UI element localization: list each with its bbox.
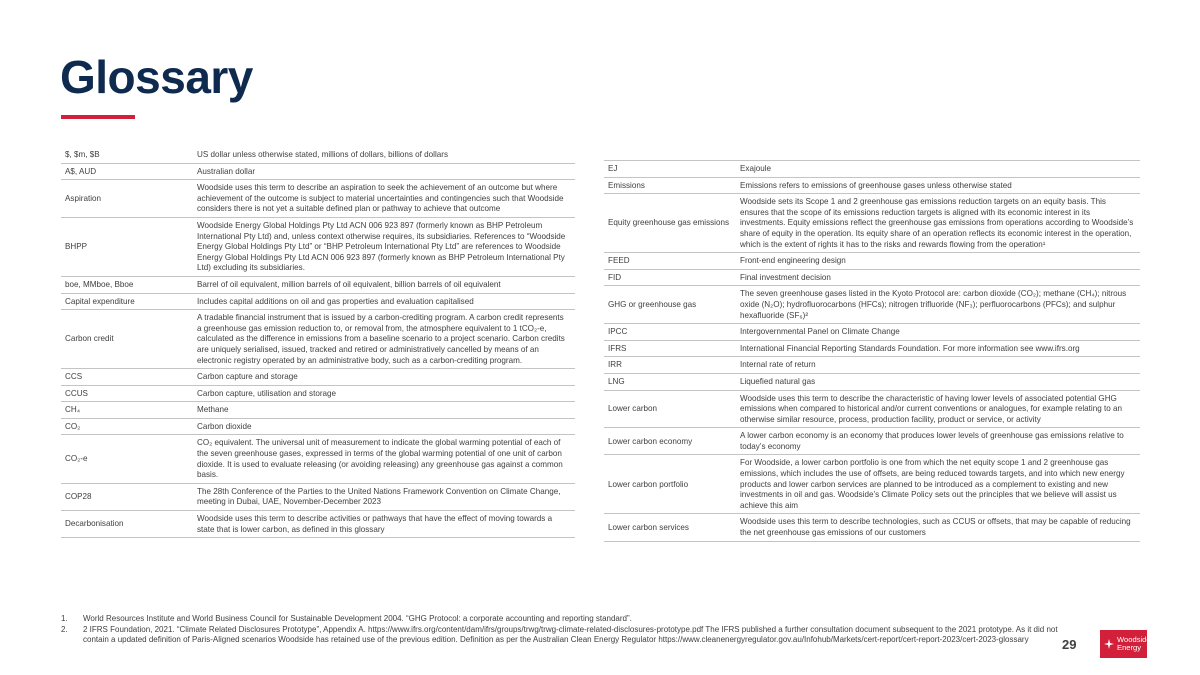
glossary-definition: Woodside uses this term to describe the characteristic of having lower levels of associated potential GHG emissions when compared to historical and/or current conventions or analogues, for example relating to an otherwise similar resource, process, production facility, product or service, or activity bbox=[740, 390, 1140, 428]
glossary-row bbox=[61, 511, 575, 538]
glossary-definition: A lower carbon economy is an economy that produces lower levels of greenhouse gas emissions relative to today’s economy bbox=[740, 428, 1140, 455]
glossary-term: FID bbox=[604, 269, 740, 286]
glossary-row bbox=[61, 369, 575, 386]
glossary-row bbox=[61, 293, 575, 310]
footnote-text: 2 IFRS Foundation, 2021. “Climate Related Disclosures Prototype”, Appendix A. https://www.ifrs.org/content/dam/ifrs/groups/trwg/trwg-climate-related-disclosures-prototype.pdf The IFRS published a further consultation document subsequent to the 2021 prototype. As it did not contain a updated definition of Paris-Aligned scenarios Woodside has retained use of the previous edition. Definition as per the Australian Clean Energy Regulator https://www.cleanenergyregulator.gov.au/Infohub/Markets/cert-report/cert-report-2023/cert-2023-glossary bbox=[83, 624, 1058, 645]
glossary-row bbox=[61, 276, 575, 293]
glossary-term: FEED bbox=[604, 253, 740, 270]
glossary-row bbox=[61, 418, 575, 435]
glossary-definition: Liquefied natural gas bbox=[740, 373, 1140, 390]
glossary-definition: For Woodside, a lower carbon portfolio is one from which the net equity scope 1 and 2 greenhouse gas emissions, which includes the use of offsets, are being reduced towards targets, and into which new energy products and lower carbon services are planned to be introduced as a complement to existing and new investments in oil and gas. Woodside’s Climate Policy sets out the principles that we believe will assist us achieve this aim bbox=[740, 455, 1140, 514]
glossary-definition: Woodside Energy Global Holdings Pty Ltd ACN 006 923 897 (formerly known as BHP Petroleum International Pty Ltd) and, unless context otherwise requires, its subsidiaries. References to “Woodside Energy Global Holdings Pty Ltd” or “BHP Petroleum International Pty Ltd” are references to Woodside Energy Global Holdings Pty Ltd ACN 006 923 897 (formerly known as BHP Petroleum International Pty Ltd) excluding its subsidiaries. bbox=[197, 217, 575, 276]
glossary-definition: Internal rate of return bbox=[740, 357, 1140, 374]
glossary-row bbox=[61, 402, 575, 419]
glossary-definition: Emissions refers to emissions of greenhouse gases unless otherwise stated bbox=[740, 177, 1140, 194]
glossary-row bbox=[61, 217, 575, 276]
logo-text-line2: Energy bbox=[1117, 643, 1142, 652]
glossary-definition: Australian dollar bbox=[197, 163, 575, 180]
glossary-row bbox=[604, 286, 1140, 324]
glossary-term: IFRS bbox=[604, 340, 740, 357]
glossary-row bbox=[61, 147, 575, 163]
glossary-term: Lower carbon bbox=[604, 390, 740, 428]
page-title: Glossary bbox=[60, 51, 253, 103]
title-accent-bar bbox=[61, 115, 135, 119]
glossary-definition: The seven greenhouse gases listed in the Kyoto Protocol are: carbon dioxide (CO₂); methane (CH₄); nitrous oxide (N₂O); hydrofluorocarbons (HFCs); nitrogen trifluoride (NF₃); perfluorocarbons (PFCs); and sulphur hexafluoride (SF₆)² bbox=[740, 286, 1140, 324]
glossary-definition: CO₂ equivalent. The universal unit of measurement to indicate the global warming potential of each of the seven greenhouse gases, expressed in terms of the global warming potential of one unit of carbon dioxide. It is used to evaluate releasing (or avoiding releasing) any greenhouse gas against a common basis. bbox=[197, 435, 575, 483]
footnotes bbox=[61, 614, 1061, 646]
glossary-term: CO₂ bbox=[61, 418, 197, 435]
glossary-definition: Carbon capture and storage bbox=[197, 369, 575, 386]
glossary-row bbox=[604, 514, 1140, 541]
glossary-row bbox=[604, 324, 1140, 341]
glossary-row bbox=[604, 269, 1140, 286]
glossary-term: IRR bbox=[604, 357, 740, 374]
glossary-term: boe, MMboe, Bboe bbox=[61, 276, 197, 293]
logo-text bbox=[1117, 636, 1151, 652]
glossary-definition: International Financial Reporting Standards Foundation. For more information see www.ifrs.org bbox=[740, 340, 1140, 357]
glossary-table-right bbox=[604, 160, 1140, 542]
glossary-term: Aspiration bbox=[61, 180, 197, 218]
glossary-term: Lower carbon economy bbox=[604, 428, 740, 455]
glossary-definition: Carbon dioxide bbox=[197, 418, 575, 435]
glossary-row bbox=[61, 435, 575, 483]
glossary-term: EJ bbox=[604, 161, 740, 178]
glossary-definition: Woodside uses this term to describe technologies, such as CCUS or offsets, that may be capable of reducing the net greenhouse gas emissions of our customers bbox=[740, 514, 1140, 541]
glossary-term: $, $m, $B bbox=[61, 147, 197, 163]
glossary-term: Lower carbon portfolio bbox=[604, 455, 740, 514]
glossary-row bbox=[61, 163, 575, 180]
glossary-row bbox=[604, 357, 1140, 374]
woodside-logo-icon bbox=[1103, 638, 1115, 650]
glossary-row bbox=[604, 177, 1140, 194]
glossary-row bbox=[61, 180, 575, 218]
woodside-energy-logo bbox=[1100, 630, 1151, 658]
glossary-term: Lower carbon services bbox=[604, 514, 740, 541]
page-number: 29 bbox=[1062, 637, 1077, 652]
glossary-definition: Methane bbox=[197, 402, 575, 419]
glossary-row bbox=[61, 483, 575, 510]
glossary-definition: US dollar unless otherwise stated, millions of dollars, billions of dollars bbox=[197, 147, 575, 163]
glossary-term: IPCC bbox=[604, 324, 740, 341]
glossary-term: Emissions bbox=[604, 177, 740, 194]
glossary-term: BHPP bbox=[61, 217, 197, 276]
glossary-row bbox=[604, 455, 1140, 514]
glossary-row bbox=[604, 161, 1140, 178]
glossary-term: CCUS bbox=[61, 385, 197, 402]
footnote-text: World Resources Institute and World Business Council for Sustainable Development 2004. “GHG Protocol: a corporate accounting and reporting standard”. bbox=[83, 614, 632, 623]
glossary-row bbox=[604, 390, 1140, 428]
glossary-definition: Woodside uses this term to describe activities or pathways that have the effect of moving towards a state that is lower carbon, as defined in this glossary bbox=[197, 511, 575, 538]
glossary-definition: Front-end engineering design bbox=[740, 253, 1140, 270]
glossary-definition: Barrel of oil equivalent, million barrels of oil equivalent, billion barrels of oil equivalent bbox=[197, 276, 575, 293]
glossary-term: CO₂-e bbox=[61, 435, 197, 483]
glossary-definition: Woodside sets its Scope 1 and 2 greenhouse gas emissions reduction targets on an equity basis. This ensures that the scope of its emissions reduction targets is aligned with its economic interest in its investments. Equity emissions reflect the greenhouse gas emissions from operations according to Woodside’s share of equity in the operation. Its equity share of an operation reflects its economic interest in the operation, which is the extent of rights it has to the risks and rewards flowing from the operation¹ bbox=[740, 194, 1140, 253]
glossary-definition: Final investment decision bbox=[740, 269, 1140, 286]
glossary-row bbox=[61, 310, 575, 369]
glossary-definition: Carbon capture, utilisation and storage bbox=[197, 385, 575, 402]
footnote-number: 1. bbox=[61, 614, 68, 623]
glossary-row bbox=[604, 194, 1140, 253]
glossary-row bbox=[604, 428, 1140, 455]
glossary-term: CCS bbox=[61, 369, 197, 386]
glossary-table-left bbox=[61, 147, 575, 538]
footnote-number: 2. bbox=[61, 624, 68, 634]
glossary-definition: Includes capital additions on oil and gas properties and evaluation capitalised bbox=[197, 293, 575, 310]
glossary-definition: The 28th Conference of the Parties to the United Nations Framework Convention on Climate Change, meeting in Dubai, UAE, November-December 2023 bbox=[197, 483, 575, 510]
glossary-term: A$, AUD bbox=[61, 163, 197, 180]
glossary-definition: Exajoule bbox=[740, 161, 1140, 178]
glossary-term: CH₄ bbox=[61, 402, 197, 419]
glossary-term: Carbon credit bbox=[61, 310, 197, 369]
glossary-term: Capital expenditure bbox=[61, 293, 197, 310]
glossary-definition: Woodside uses this term to describe an aspiration to seek the achievement of an outcome but where achievement of the outcome is subject to material uncertainties and contingencies such that Woodside considers there is not yet a suitable defined plan or pathway to achieve that outcome bbox=[197, 180, 575, 218]
glossary-term: COP28 bbox=[61, 483, 197, 510]
glossary-term: LNG bbox=[604, 373, 740, 390]
glossary-term: Equity greenhouse gas emissions bbox=[604, 194, 740, 253]
footnote bbox=[61, 625, 1061, 646]
glossary-term: GHG or greenhouse gas bbox=[604, 286, 740, 324]
glossary-row bbox=[604, 253, 1140, 270]
logo-text-line1: Woodside bbox=[1117, 634, 1151, 644]
glossary-row bbox=[61, 385, 575, 402]
glossary-row bbox=[604, 340, 1140, 357]
glossary-term: Decarbonisation bbox=[61, 511, 197, 538]
glossary-definition: Intergovernmental Panel on Climate Change bbox=[740, 324, 1140, 341]
footnote bbox=[61, 614, 1061, 625]
glossary-definition: A tradable financial instrument that is issued by a carbon-crediting program. A carbon credit represents a greenhouse gas emission reduction to, or removal from, the atmosphere equivalent to 1 tCO₂-e, calculated as the difference in emissions from a baseline scenario to a project scenario. Carbon credits are uniquely serialised, issued, tracked and retired or administratively cancelled by means of an electronic registry operated by an administrative body, such as a carbon-crediting program. bbox=[197, 310, 575, 369]
glossary-row bbox=[604, 373, 1140, 390]
